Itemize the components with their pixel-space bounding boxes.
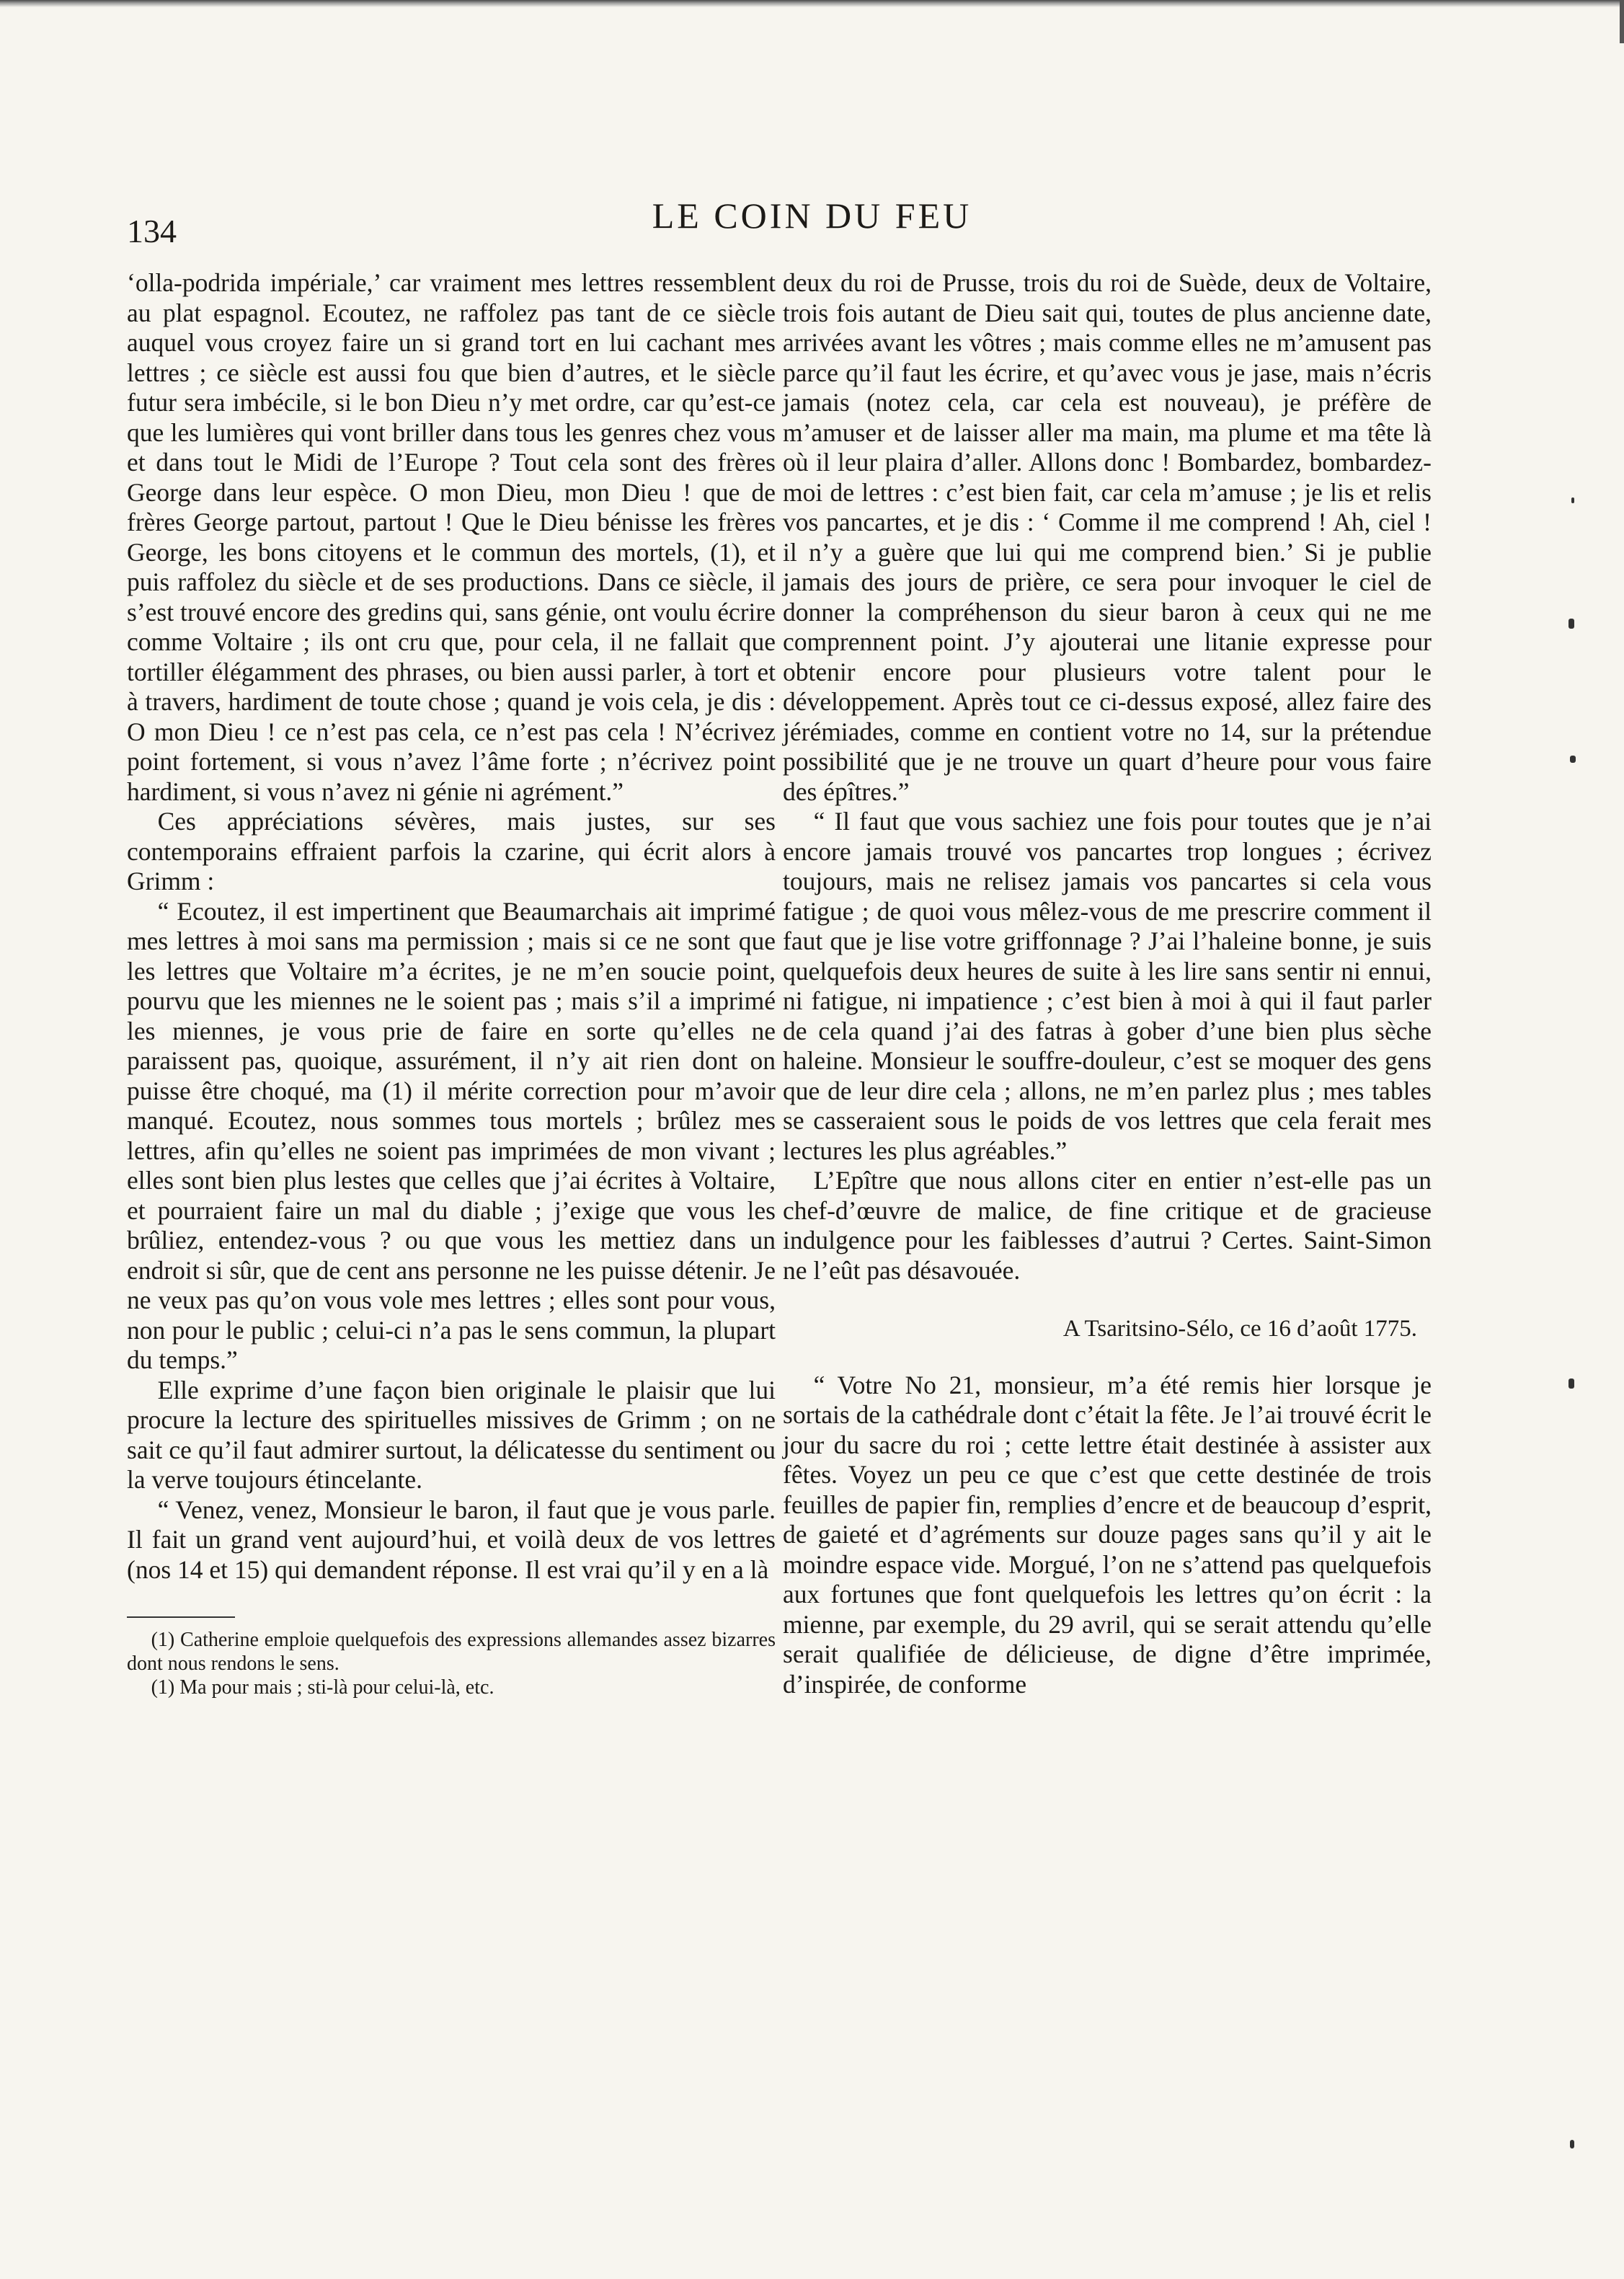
running-title: LE COIN DU FEU <box>652 195 972 236</box>
paragraph: “ Votre No 21, monsieur, m’a été remis hier lorsque je sortais de la cathédrale dont c’était la fête. Je l’ai trouvé écrit le jour du sacre du roi ; cette lettre était destinée à assister aux fêtes. Voyez un peu ce que c’est que cette destinée de trois feuilles de papier fin, remplies d’encre et de beaucoup d’esprit, de gaieté et d’agréments sur douze pages sans qu’il y ait le moindre espace vide. Morgué, l’on ne s’attend pas quelquefois aux fortunes que font quelquefois les lettres qu’on écrit : la mienne, par exemple, du 29 avril, qui se serait attendu qu’elle serait qualifiée de délicieuse, de digne d’être imprimée, d’inspirée, de conforme <box>783 1370 1432 1699</box>
paragraph: ‘olla-podrida impériale,’ car vraiment mes lettres ressemblent au plat espagnol. Ecoutez, ne raffolez pas tant de ce siècle auquel vous croyez faire un si grand tort en lui cachant mes lettres ; ce siècle est aussi fou que bien d’autres, et le siècle futur sera imbécile, si le bon Dieu n’y met ordre, car qu’est-ce que les lumières qui vont briller dans tous les genres chez vous et dans tout le Midi de l’Europe ? Tout cela sont des frères George dans leur espèce. O mon Dieu, mon Dieu ! que de frères George partout, partout ! Que le Dieu bénisse les frères George, les bons citoyens et le commun des mortels, (1), et puis raffolez du siècle et de ses productions. Dans ce siècle, il s’est trouvé encore des gredins qui, sans génie, ont voulu écrire comme Voltaire ; ils ont cru que, pour cela, il ne fallait que tortiller élégamment des phrases, ou bien aussi parler, à tort et à travers, hardiment de toute chose ; quand je vois cela, je dis : O mon Dieu ! ce n’est pas cela, ce n’est pas cela ! N’écrivez point fortement, si vous n’avez l’âme forte ; n’écrivez point hardiment, si vous n’avez ni génie ni agrément.” <box>127 268 776 806</box>
scan-top-edge <box>0 0 1624 7</box>
scan-right-edge <box>1620 0 1624 43</box>
scan-speck <box>1568 619 1574 629</box>
page-header <box>0 189 1624 254</box>
page-number: 134 <box>127 213 177 249</box>
paragraph: “ Il faut que vous sachiez une fois pour toutes que je n’ai encore jamais trouvé vos pancartes trop longues ; écrivez toujours, mais ne relisez jamais vos pancartes si cela vous fatigue ; de quoi vous mêlez-vous de me prescrire comment il faut que je lise votre griffonnage ? J’ai l’haleine bonne, je suis quelquefois deux heures de suite à les lire sans sentir ni ennui, ni fatigue, ni impatience ; c’est bien à moi à qui il faut parler de cela quand j’ai des fatras à gober d’une bien plus sèche haleine. Monsieur le souffre-douleur, c’est se moquer des gens que de leur dire cela ; allons, ne m’en parlez plus ; mes tables se casseraient sous le poids de vos lettres que cela ferait mes lectures les plus agréables.” <box>783 807 1432 1165</box>
scan-speck <box>1571 497 1574 503</box>
dateline: A Tsaritsino-Sélo, ce 16 d’août 1775. <box>1062 1316 1417 1342</box>
footnote: (1) Catherine emploie quelquefois des expressions allemandes assez bizarres dont nous rendons le sens. <box>127 1629 776 1675</box>
scan-speck <box>1570 2140 1574 2149</box>
paragraph: “ Ecoutez, il est impertinent que Beaumarchais ait imprimé mes lettres à moi sans ma permission ; mais si ce ne sont que les lettres que Voltaire m’a écrites, je ne m’en soucie point, pourvu que les miennes ne le soient pas ; mais s’il a imprimé les miennes, je vous prie de faire en sorte qu’elles ne paraissent pas, quoique, assurément, il n’y ait rien dont on puisse être choqué, ma (1) il mérite correction pour m’avoir manqué. Ecoutez, nous sommes tous mortels ; brûlez mes lettres, afin qu’elles ne soient pas imprimées de mon vivant ; elles sont bien plus lestes que celles que j’ai écrites à Voltaire, et pourraient faire un mal du diable ; j’exige que vous les brûliez, entendez-vous ? ou que vous les mettiez dans un endroit si sûr, que de cent ans personne ne les puisse détenir. Je ne veux pas qu’on vous vole mes lettres ; elles sont pour vous, non pour le public ; celui-ci n’a pas le sens commun, la plupart du temps.” <box>127 896 776 1374</box>
footnote: (1) Ma pour mais ; sti-là pour celui-là, etc. <box>151 1676 494 1699</box>
left-column <box>127 268 776 1699</box>
paragraph: Ces appréciations sévères, mais justes, sur ses contemporains effraient parfois la czarine, qui écrit alors à Grimm : <box>127 807 776 895</box>
paragraph: L’Epître que nous allons citer en entier n’est-elle pas un chef-d’œuvre de malice, de fine critique et de gracieuse indulgence pour les faiblesses d’autrui ? Certes. Saint-Simon ne l’eût pas désavouée. <box>783 1166 1432 1285</box>
footnote-rule <box>127 1616 235 1618</box>
paragraph: deux du roi de Prusse, trois du roi de Suède, deux de Voltaire, trois fois autant de Dieu sait qui, toutes de plus ancienne date, arrivées avant les vôtres ; mais comme elles ne m’amusent pas parce qu’il faut les écrire, et qu’avec vous je jase, mais n’écris jamais (notez cela, car cela est nouveau), je préfère de m’amuser et de laisser aller ma main, ma plume et ma tête là où il leur plaira d’aller. Allons donc ! Bombardez, bombardez-moi de lettres : c’est bien fait, car cela m’amuse ; je lis et relis vos pancartes, et je dis : ‘ Comme il me comprend ! Ah, ciel ! il n’y a guère que lui qui me comprend bien.’ Si je publie jamais des jours de prière, ce sera pour invoquer le ciel de donner la compréhenson du sieur baron à ceux qui ne me comprennent point. J’y ajouterai une litanie expresse pour obtenir encore pour plusieurs votre talent pour le développement. Après tout ce ci-dessus exposé, allez faire des jérémiades, comme en contient votre no 14, sur la prétendue possibilité que je ne trouve un quart d’heure pour vous faire des épîtres.” <box>783 268 1432 806</box>
right-column <box>783 268 1432 1699</box>
scan-speck <box>1568 1379 1574 1389</box>
paragraph: Elle exprime d’une façon bien originale le plaisir que lui procure la lecture des spirituelles missives de Grimm ; on ne sait ce qu’il faut admirer surtout, la délicatesse du sentiment ou la verve toujours étincelante. <box>127 1375 776 1494</box>
paragraph: “ Venez, venez, Monsieur le baron, il faut que je vous parle. Il fait un grand vent aujourd’hui, et voilà deux de vos lettres (nos 14 et 15) qui demandent réponse. Il est vrai qu’il y en a là <box>127 1495 776 1584</box>
scan-speck <box>1570 756 1576 763</box>
